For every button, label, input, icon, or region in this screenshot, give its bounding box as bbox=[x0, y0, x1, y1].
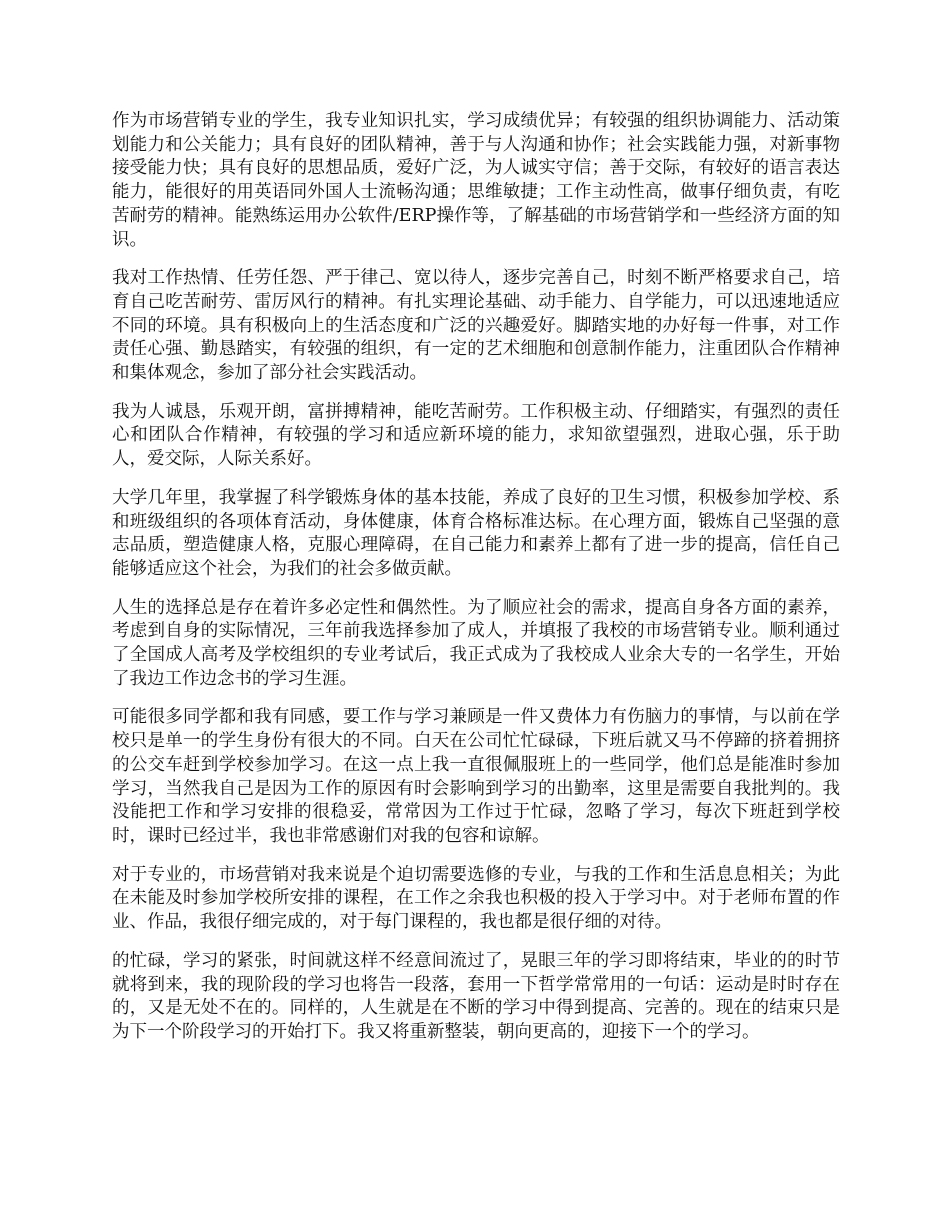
paragraph-1: 作为市场营销专业的学生，我专业知识扎实，学习成绩优异；有较强的组织协调能力、活动策划能力和公关能力；具有良好的团队精神，善于与人沟通和协作；社会实践能力强，对新事物接受能力快；具有良好的思想品质，爱好广泛，为人诚实守信；善于交际，有较好的语言表达能力，能很好的用英语同外国人士流畅沟通；思维敏捷；工作主动性高，做事仔细负责，有吃苦耐劳的精神。能熟练运用办公软件/ERP操作等，了解基础的市场营销学和一些经济方面的知识。 bbox=[112, 111, 840, 250]
document-body bbox=[112, 110, 840, 1060]
paragraph-7: 对于专业的，市场营销对我来说是个迫切需要选修的专业，与我的工作和生活息息相关；为此在未能及时参加学校所安排的课程，在工作之余我也积极的投入于学习中。对于老师布置的作业、作品，我很仔细完成的，对于每门课程的，我也都是很仔细的对待。 bbox=[112, 864, 840, 933]
paragraph-8: 的忙碌，学习的紧张，时间就这样不经意间流过了，晃眼三年的学习即将结束，毕业的的时节就将到来，我的现阶段的学习也将告一段落，套用一下哲学常常用的一句话：运动是时时存在的，又是无处不在的。同样的，人生就是在不断的学习中得到提高、完善的。现在的结束只是为下一个阶段学习的开始打下。我又将重新整装，朝向更高的，迎接下一个的学习。 bbox=[112, 950, 840, 1042]
paragraph-6: 可能很多同学都和我有同感，要工作与学习兼顾是一件又费体力有伤脑力的事情，与以前在学校只是单一的学生身份有很大的不同。白天在公司忙忙碌碌，下班后就又马不停蹄的挤着拥挤的公交车赶到学校参加学习。在这一点上我一直很佩服班上的一些同学，他们总是能准时参加学习，当然我自己是因为工作的原因有时会影响到学习的出勤率，这里是需要自我批判的。我没能把工作和学习安排的很稳妥，常常因为工作过于忙碌，忽略了学习，每次下班赶到学校时，课时已经过半，我也非常感谢们对我的包容和谅解。 bbox=[112, 707, 840, 846]
paragraph-4: 大学几年里，我掌握了科学锻炼身体的基本技能，养成了良好的卫生习惯，积极参加学校、系和班级组织的各项体育活动，身体健康，体育合格标准达标。在心理方面，锻炼自己坚强的意志品质，塑造健康人格，克服心理障碍，在自己能力和素养上都有了进一步的提高，信任自己能够适应这个社会，为我们的社会多做贡献。 bbox=[112, 487, 840, 579]
paragraph-2: 我对工作热情、任劳任怨、严于律己、宽以待人，逐步完善自己，时刻不断严格要求自己，培育自己吃苦耐劳、雷厉风行的精神。有扎实理论基础、动手能力、自学能力，可以迅速地适应不同的环境。具有积极向上的生活态度和广泛的兴趣爱好。脚踏实地的办好每一件事，对工作责任心强、勤恳踏实，有较强的组织，有一定的艺术细胞和创意制作能力，注重团队合作精神和集体观念，参加了部分社会实践活动。 bbox=[112, 268, 840, 384]
paragraph-5: 人生的选择总是存在着许多必定性和偶然性。为了顺应社会的需求，提高自身各方面的素养，考虑到自身的实际情况，三年前我选择参加了成人，并填报了我校的市场营销专业。顺利通过了全国成人高考及学校组织的专业考试后，我正式成为了我校成人业余大专的一名学生，开始了我边工作边念书的学习生涯。 bbox=[112, 597, 840, 689]
paragraph-3: 我为人诚恳，乐观开朗，富拼搏精神，能吃苦耐劳。工作积极主动、仔细踏实，有强烈的责任心和团队合作精神，有较强的学习和适应新环境的能力，求知欲望强烈，进取心强，乐于助人，爱交际，人际关系好。 bbox=[112, 401, 840, 470]
